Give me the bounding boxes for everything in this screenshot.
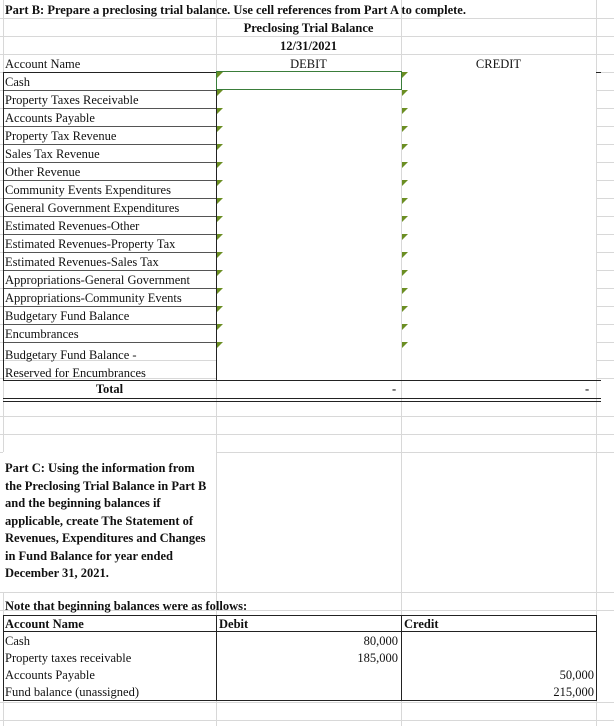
- debit-input-cell[interactable]: [217, 198, 401, 215]
- beg-credit-header: Credit: [404, 617, 439, 631]
- comment-marker-icon: [217, 108, 223, 114]
- account-row-label: Other Revenue: [5, 165, 81, 179]
- account-row-border: [3, 306, 216, 307]
- account-row-border: [3, 90, 216, 91]
- credit-input-cell[interactable]: [402, 126, 596, 143]
- total-double-underline: [3, 398, 601, 402]
- account-col-border: [3, 72, 4, 380]
- account-row-border: [3, 162, 216, 163]
- credit-input-cell[interactable]: [402, 198, 596, 215]
- comment-marker-icon: [217, 72, 223, 78]
- account-row-label: Community Events Expenditures: [5, 183, 171, 197]
- account-row-border: [3, 252, 216, 253]
- row-gridline: [0, 434, 614, 435]
- comment-marker-icon: [402, 144, 408, 150]
- comment-marker-icon: [402, 90, 408, 96]
- comment-marker-icon: [402, 108, 408, 114]
- account-row-label-continued: Reserved for Encumbrances: [5, 366, 146, 380]
- comment-marker-icon: [217, 144, 223, 150]
- row-gridline: [0, 592, 614, 593]
- account-row-label: Estimated Revenues-Property Tax: [5, 237, 176, 251]
- comment-marker-icon: [402, 180, 408, 186]
- row-gridline: [0, 18, 614, 19]
- credit-input-cell[interactable]: [402, 270, 596, 287]
- debit-input-cell[interactable]: [217, 126, 401, 143]
- debit-input-cell[interactable]: [217, 162, 401, 179]
- row-gridline: [0, 702, 614, 703]
- row-gridline: [0, 720, 614, 721]
- comment-marker-icon: [217, 180, 223, 186]
- beg-account-header: Account Name: [5, 617, 84, 631]
- row-gridline: [0, 416, 614, 417]
- credit-input-cell[interactable]: [402, 144, 596, 161]
- comment-marker-icon: [402, 234, 408, 240]
- account-row-label: Property Taxes Receivable: [5, 93, 139, 107]
- comment-marker-icon: [402, 252, 408, 258]
- beg-row-debit: 185,000: [357, 651, 398, 665]
- account-row-border: [3, 108, 216, 109]
- comment-marker-icon: [402, 72, 408, 78]
- beg-debit-header: Debit: [219, 617, 249, 631]
- credit-input-cell[interactable]: [402, 288, 596, 305]
- credit-input-cell[interactable]: [402, 180, 596, 197]
- beg-header-border: [3, 631, 597, 632]
- credit-input-cell[interactable]: [402, 234, 596, 251]
- comment-marker-icon: [402, 324, 408, 330]
- total-top-border: [3, 380, 601, 381]
- comment-marker-icon: [402, 288, 408, 294]
- row-gridline: [0, 54, 614, 55]
- comment-marker-icon: [217, 288, 223, 294]
- total-debit[interactable]: -: [392, 382, 397, 396]
- comment-marker-icon: [217, 324, 223, 330]
- comment-marker-icon: [217, 90, 223, 96]
- debit-input-cell[interactable]: [217, 306, 401, 323]
- credit-input-cell[interactable]: [402, 342, 596, 379]
- beg-row-credit: 50,000: [559, 668, 594, 682]
- account-row-border: [3, 324, 216, 325]
- debit-input-cell[interactable]: [217, 234, 401, 251]
- beg-row-account: Cash: [5, 634, 30, 648]
- comment-marker-icon: [217, 306, 223, 312]
- part-c-instructions: Part C: Using the information from the Preclosing Trial Balance in Part B and the beginning balances if applicable, create The Statement of Revenues, Expenditures and Changes in Fund Balance for year ended December 31, 2021.: [5, 461, 207, 580]
- account-row-border: [3, 198, 216, 199]
- account-row-label: Accounts Payable: [5, 111, 95, 125]
- comment-marker-icon: [402, 162, 408, 168]
- account-row-label: Property Tax Revenue: [5, 129, 117, 143]
- debit-input-cell[interactable]: [217, 288, 401, 305]
- account-row-border: [3, 216, 216, 217]
- account-row-label: Encumbrances: [5, 327, 79, 341]
- account-row-label: Estimated Revenues-Sales Tax: [5, 255, 159, 269]
- credit-input-cell[interactable]: [402, 108, 596, 125]
- account-row-label: Budgetary Fund Balance: [5, 309, 130, 323]
- trial-balance-title: Preclosing Trial Balance: [243, 21, 374, 35]
- row-gridline: [0, 36, 614, 37]
- account-row-border: [3, 234, 216, 235]
- credit-input-cell[interactable]: [402, 90, 596, 107]
- account-row-label: Appropriations-General Government: [5, 273, 191, 287]
- debit-input-cell[interactable]: [217, 108, 401, 125]
- comment-marker-icon: [217, 270, 223, 276]
- account-name-header: Account Name: [5, 57, 81, 71]
- account-row-border: [3, 342, 216, 343]
- comment-marker-icon: [217, 252, 223, 258]
- comment-marker-icon: [402, 270, 408, 276]
- beg-row-credit: 215,000: [553, 685, 594, 699]
- comment-marker-icon: [217, 198, 223, 204]
- debit-input-cell[interactable]: [217, 180, 401, 197]
- credit-input-cell[interactable]: [402, 324, 596, 341]
- comment-marker-icon: [217, 216, 223, 222]
- debit-input-cell[interactable]: [217, 90, 401, 107]
- comment-marker-icon: [217, 162, 223, 168]
- debit-input-cell[interactable]: [217, 270, 401, 287]
- account-row-label: Cash: [5, 75, 30, 89]
- credit-input-cell[interactable]: [402, 306, 596, 323]
- beg-row-account: Property taxes receivable: [5, 651, 132, 665]
- comment-marker-icon: [402, 198, 408, 204]
- account-row-border: [3, 126, 216, 127]
- comment-marker-icon: [217, 342, 223, 348]
- beg-row-account: Accounts Payable: [5, 668, 95, 682]
- trial-balance-date: 12/31/2021: [280, 39, 337, 53]
- account-row-border: [3, 144, 216, 145]
- comment-marker-icon: [402, 306, 408, 312]
- total-credit[interactable]: -: [585, 382, 590, 396]
- account-row-label: Estimated Revenues-Other: [5, 219, 140, 233]
- debit-input-cell[interactable]: [217, 72, 401, 89]
- comment-marker-icon: [402, 342, 408, 348]
- comment-marker-icon: [217, 234, 223, 240]
- credit-input-cell[interactable]: [402, 162, 596, 179]
- account-row-border: [3, 180, 216, 181]
- account-row-label: General Government Expenditures: [5, 201, 180, 215]
- beginning-balances-note: Note that beginning balances were as follows:: [5, 599, 248, 613]
- debit-input-cell[interactable]: [217, 252, 401, 269]
- comment-marker-icon: [402, 126, 408, 132]
- total-label: Total: [95, 382, 124, 396]
- account-row-label: Appropriations-Community Events: [5, 291, 182, 305]
- debit-header: DEBIT: [290, 57, 327, 71]
- beg-row-debit: 80,000: [363, 634, 398, 648]
- comment-marker-icon: [217, 126, 223, 132]
- credit-header: CREDIT: [475, 57, 522, 71]
- account-row-border: [3, 270, 216, 271]
- account-row-label: Budgetary Fund Balance -: [5, 348, 137, 362]
- credit-input-cell[interactable]: [402, 252, 596, 269]
- part-b-heading: Part B: Prepare a preclosing trial balance. Use cell references from Part A to complete.: [5, 3, 466, 17]
- debit-input-cell[interactable]: [217, 144, 401, 161]
- debit-input-cell[interactable]: [217, 324, 401, 341]
- account-row-label: Sales Tax Revenue: [5, 147, 100, 161]
- credit-input-cell[interactable]: [402, 72, 596, 89]
- credit-input-cell[interactable]: [402, 216, 596, 233]
- beg-row-account: Fund balance (unassigned): [5, 685, 139, 699]
- account-row-border: [3, 288, 216, 289]
- debit-input-cell[interactable]: [217, 216, 401, 233]
- debit-input-cell[interactable]: [217, 342, 401, 379]
- comment-marker-icon: [402, 216, 408, 222]
